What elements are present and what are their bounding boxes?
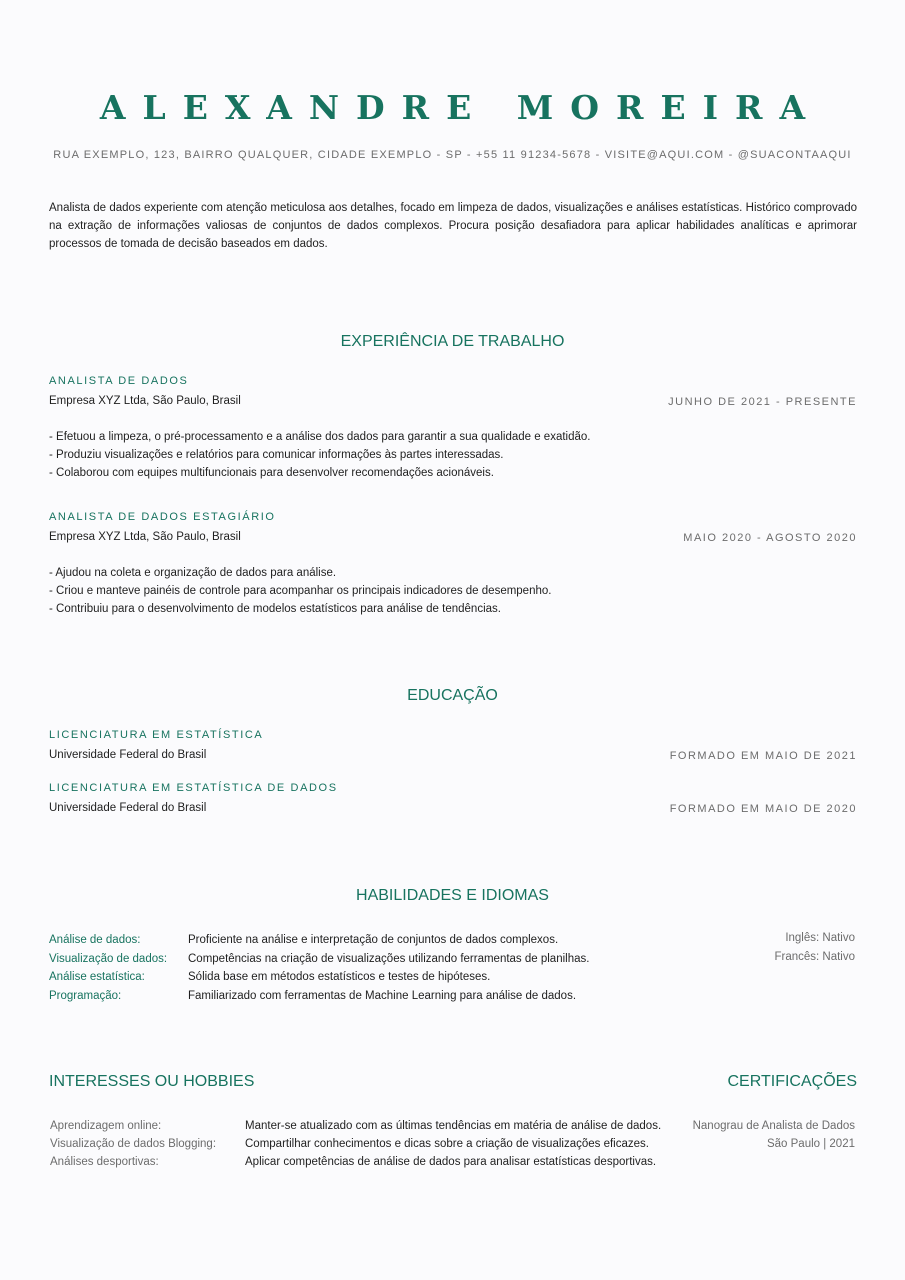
certification-item: [693, 1117, 855, 1153]
job-title: ANALISTA DE DADOS: [49, 375, 189, 387]
job-bullets: [49, 564, 551, 618]
skill-name: Programação:: [49, 989, 122, 1002]
graduation-date: FORMADO EM MAIO DE 2020: [669, 803, 857, 815]
skill-name: Análise estatística:: [49, 971, 145, 983]
job-bullet: - Criou e manteve painéis de controle para acompanhar os principais indicadores de desempenho.: [49, 585, 552, 597]
hobby-name: Aprendizagem online:: [50, 1120, 162, 1132]
hobby-name: Visualização de dados Blogging:: [50, 1138, 217, 1150]
job-bullet: - Colaborou com equipes multifuncionais para desenvolver recomendações acionáveis.: [49, 467, 494, 479]
job-bullet: - Produziu visualizações e relatórios para comunicar informações às partes interessadas.: [49, 449, 504, 461]
education-section-title: EDUCAÇÃO: [407, 687, 498, 704]
school-name: Universidade Federal do Brasil: [49, 802, 207, 814]
skill-description: Familiarizado com ferramentas de Machine Learning para análise de dados.: [188, 989, 577, 1002]
contact-info: RUA EXEMPLO, 123, BAIRRO QUALQUER, CIDADE EXEMPLO - SP - +55 11 91234-5678 - VISITE@AQUI.COM - @SUACONTAAQUI: [53, 149, 852, 161]
skills-list: [49, 931, 589, 1005]
job-bullets: [49, 428, 590, 482]
experience-section-title: EXPERIÊNCIA DE TRABALHO: [340, 333, 565, 350]
skill-name: Visualização de dados:: [49, 952, 168, 965]
skill-name: Análise de dados:: [49, 934, 141, 946]
skill-description: Competências na criação de visualizações utilizando ferramentas de planilhas.: [188, 952, 590, 965]
hobbies-list: [50, 1117, 661, 1171]
skill-row: [49, 987, 589, 1006]
certification-name: Nanograu de Analista de Dados: [692, 1120, 855, 1132]
school-name: Universidade Federal do Brasil: [49, 749, 207, 761]
hobby-row: [50, 1153, 661, 1171]
skill-description: Sólida base em métodos estatísticos e testes de hipóteses.: [188, 971, 491, 983]
job-bullet: - Ajudou na coleta e organização de dados para análise.: [49, 567, 337, 579]
job-company: Empresa XYZ Ltda, São Paulo, Brasil: [49, 395, 241, 407]
skill-row: [49, 968, 589, 987]
skills-section-title: HABILIDADES E IDIOMAS: [356, 887, 549, 904]
certifications-section-title: CERTIFICAÇÕES: [727, 1073, 857, 1090]
certification-detail: São Paulo | 2021: [766, 1138, 855, 1150]
hobby-description: Aplicar competências de análise de dados para analisar estatísticas desportivas.: [245, 1156, 657, 1168]
languages-list: [774, 929, 855, 966]
professional-summary: Analista de dados experiente com atenção meticulosa aos detalhes, focado em limpeza de dados, visualizações e análises estatísticas. Histórico comprovado na extração de informações valiosas de conjuntos de dados complexos. Procura posição desafiadora para aplicar habilidades analíticas e aprimorar processos de tomada de decisão baseados em dados.: [49, 202, 857, 250]
language-item: Francês: Nativo: [774, 950, 855, 963]
job-bullet: - Efetuou a limpeza, o pré-processamento e a análise dos dados para garantir a sua qualidade e exatidão.: [49, 431, 591, 443]
skill-row: [49, 931, 589, 950]
language-item: Inglês: Nativo: [785, 932, 855, 944]
degree-title: LICENCIATURA EM ESTATÍSTICA: [49, 729, 264, 741]
graduation-date: FORMADO EM MAIO DE 2021: [669, 750, 857, 762]
hobby-name: Análises desportivas:: [50, 1156, 159, 1168]
skill-row: [49, 950, 589, 969]
hobby-description: Manter-se atualizado com as últimas tendências em matéria de análise de dados.: [245, 1120, 662, 1132]
degree-title: LICENCIATURA EM ESTATÍSTICA DE DADOS: [49, 782, 338, 794]
skill-description: Proficiente na análise e interpretação de conjuntos de dados complexos.: [188, 934, 559, 946]
candidate-name: ALEXANDRE MOREIRA: [99, 88, 823, 127]
hobby-row: [50, 1135, 661, 1153]
job-date: MAIO 2020 - AGOSTO 2020: [683, 532, 857, 544]
hobby-description: Compartilhar conhecimentos e dicas sobre a criação de visualizações eficazes.: [245, 1138, 649, 1150]
job-bullet: - Contribuiu para o desenvolvimento de modelos estatísticos para análise de tendências.: [49, 603, 501, 615]
hobbies-section-title: INTERESSES OU HOBBIES: [49, 1073, 255, 1090]
job-title: ANALISTA DE DADOS ESTAGIÁRIO: [49, 511, 276, 523]
job-company: Empresa XYZ Ltda, São Paulo, Brasil: [49, 531, 241, 543]
hobby-row: [50, 1117, 661, 1135]
job-date: JUNHO DE 2021 - PRESENTE: [668, 396, 857, 408]
